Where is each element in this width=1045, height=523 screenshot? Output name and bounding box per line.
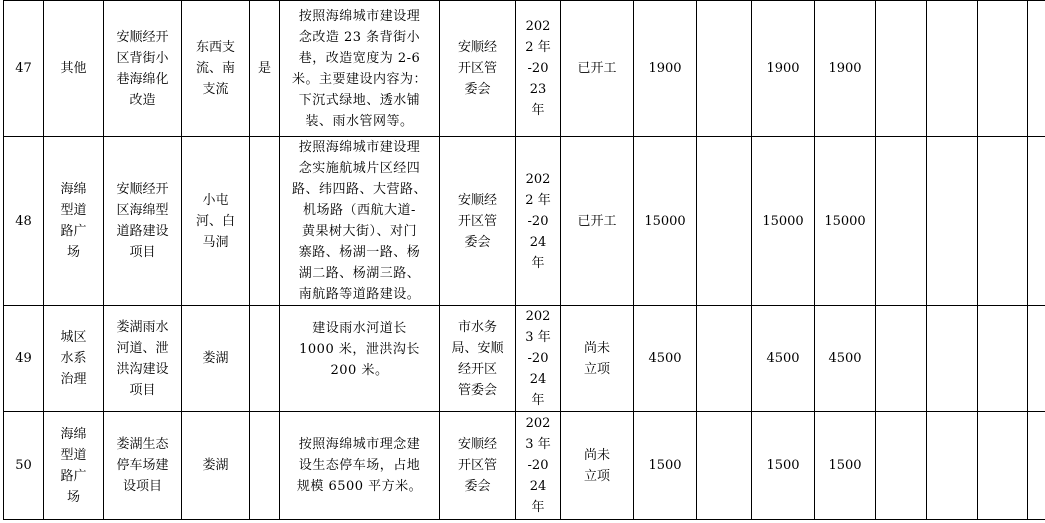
value-cell-3: 1500 bbox=[752, 412, 815, 520]
empty-cell bbox=[876, 137, 927, 306]
status-cell: 已开工 bbox=[561, 1, 634, 137]
value-cell-4: 4500 bbox=[815, 306, 876, 412]
empty-cell bbox=[978, 137, 1028, 306]
empty-cell bbox=[927, 137, 978, 306]
empty-cell bbox=[927, 306, 978, 412]
empty-cell bbox=[927, 412, 978, 520]
content-cell: 按照海绵城市理念建 设生态停车场，占地 规模 6500 平方米。 bbox=[280, 412, 440, 520]
empty-cell bbox=[1028, 412, 1045, 520]
content-cell: 按照海绵城市建设理 念改造 23 条背街小 巷，改造宽度为 2-6 米。主要建设内容为： 下沉式绿地、透水铺 装、雨水管网等。 bbox=[280, 1, 440, 137]
empty-cell bbox=[978, 1, 1028, 137]
value-cell-1: 4500 bbox=[634, 306, 697, 412]
row-index: 49 bbox=[4, 306, 44, 412]
value-cell-2 bbox=[697, 1, 752, 137]
project-name-cell: 安顺经开 区海绵型 道路建设 项目 bbox=[104, 137, 182, 306]
unit-cell: 安顺经 开区管 委会 bbox=[440, 137, 516, 306]
table-row bbox=[4, 137, 1045, 306]
unit-cell: 安顺经 开区管 委会 bbox=[440, 412, 516, 520]
empty-cell bbox=[927, 1, 978, 137]
value-cell-1: 1900 bbox=[634, 1, 697, 137]
period-cell: 202 3 年 -20 24 年 bbox=[516, 412, 561, 520]
river-cell: 娄湖 bbox=[182, 412, 250, 520]
unit-cell: 市水务 局、安顺 经开区 管委会 bbox=[440, 306, 516, 412]
content-cell: 建设雨水河道长 1000 米，泄洪沟长 200 米。 bbox=[280, 306, 440, 412]
category-cell: 海绵 型道 路广 场 bbox=[44, 137, 104, 306]
river-cell: 东西支 流、南 支流 bbox=[182, 1, 250, 137]
empty-cell bbox=[876, 412, 927, 520]
flag-cell bbox=[250, 137, 280, 306]
value-cell-1: 15000 bbox=[634, 137, 697, 306]
content-cell: 按照海绵城市建设理 念实施航城片区经四 路、纬四路、大营路、 机场路（西航大道- 黄果树大街）、对门 寨路、杨湖一路、杨 湖二路、杨湖三路、 南航路等道路建设。 bbox=[280, 137, 440, 306]
value-cell-2 bbox=[697, 137, 752, 306]
value-cell-2 bbox=[697, 306, 752, 412]
project-name-cell: 娄湖雨水 河道、泄 洪沟建设 项目 bbox=[104, 306, 182, 412]
category-cell: 城区 水系 治理 bbox=[44, 306, 104, 412]
value-cell-2 bbox=[697, 412, 752, 520]
period-cell: 202 3 年 -20 24 年 bbox=[516, 306, 561, 412]
category-cell: 其他 bbox=[44, 1, 104, 137]
value-cell-3: 15000 bbox=[752, 137, 815, 306]
value-cell-4: 15000 bbox=[815, 137, 876, 306]
empty-cell bbox=[876, 1, 927, 137]
empty-cell bbox=[978, 306, 1028, 412]
empty-cell bbox=[978, 412, 1028, 520]
project-table bbox=[3, 0, 1045, 520]
value-cell-4: 1500 bbox=[815, 412, 876, 520]
category-cell: 海绵 型道 路广 场 bbox=[44, 412, 104, 520]
status-cell: 尚未 立项 bbox=[561, 306, 634, 412]
period-cell: 202 2 年 -20 24 年 bbox=[516, 137, 561, 306]
empty-cell bbox=[1028, 306, 1045, 412]
value-cell-4: 1900 bbox=[815, 1, 876, 137]
flag-cell bbox=[250, 306, 280, 412]
empty-cell bbox=[1028, 1, 1045, 137]
table-row bbox=[4, 412, 1045, 520]
status-cell: 尚未 立项 bbox=[561, 412, 634, 520]
river-cell: 娄湖 bbox=[182, 306, 250, 412]
project-name-cell: 安顺经开 区背街小 巷海绵化 改造 bbox=[104, 1, 182, 137]
flag-cell bbox=[250, 412, 280, 520]
river-cell: 小屯 河、白 马洞 bbox=[182, 137, 250, 306]
empty-cell bbox=[1028, 137, 1045, 306]
table-row bbox=[4, 306, 1045, 412]
unit-cell: 安顺经 开区管 委会 bbox=[440, 1, 516, 137]
flag-cell: 是 bbox=[250, 1, 280, 137]
row-index: 47 bbox=[4, 1, 44, 137]
row-index: 50 bbox=[4, 412, 44, 520]
value-cell-3: 1900 bbox=[752, 1, 815, 137]
status-cell: 已开工 bbox=[561, 137, 634, 306]
table-row bbox=[4, 1, 1045, 137]
value-cell-3: 4500 bbox=[752, 306, 815, 412]
project-name-cell: 娄湖生态 停车场建 设项目 bbox=[104, 412, 182, 520]
empty-cell bbox=[876, 306, 927, 412]
period-cell: 202 2 年 -20 23 年 bbox=[516, 1, 561, 137]
row-index: 48 bbox=[4, 137, 44, 306]
value-cell-1: 1500 bbox=[634, 412, 697, 520]
